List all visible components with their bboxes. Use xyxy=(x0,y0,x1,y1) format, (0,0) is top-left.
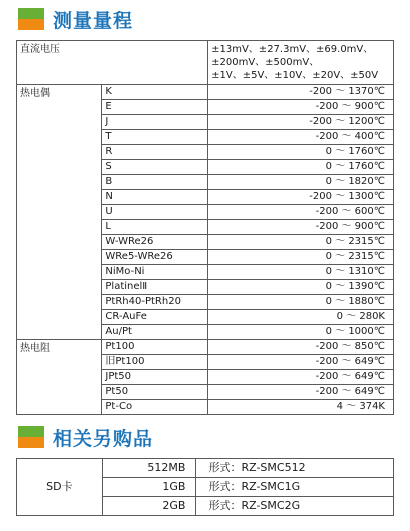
sensor-type: Pt100 xyxy=(102,340,208,355)
sensor-type: JPt50 xyxy=(102,370,208,385)
accessory-capacity: 512MB xyxy=(102,459,196,478)
measurement-range: 0 ～ 2315℃ xyxy=(208,250,394,265)
measurement-range: -200 ～ 1300℃ xyxy=(208,190,394,205)
sensor-type: B xyxy=(102,175,208,190)
measurement-range: -200 ～ 649℃ xyxy=(208,385,394,400)
section-square-icon xyxy=(18,8,44,30)
measurement-range: -200 ～ 1370℃ xyxy=(208,85,394,100)
measurement-range: -200 ～ 850℃ xyxy=(208,340,394,355)
rtd-label: 热电阻 xyxy=(17,340,102,415)
voltage-label: 直流电压 xyxy=(17,41,208,85)
section-header-range xyxy=(18,6,133,32)
sensor-type: Pt-Co xyxy=(102,400,208,415)
sensor-type: N xyxy=(102,190,208,205)
measurement-range: -200 ～ 649℃ xyxy=(208,355,394,370)
accessories-table xyxy=(16,458,394,516)
section-header-accessories xyxy=(18,424,153,450)
accessory-row xyxy=(17,459,394,478)
accessory-model: 形式：RZ-SMC512 xyxy=(196,459,394,478)
sensor-type: 旧Pt100 xyxy=(102,355,208,370)
range-table xyxy=(16,40,394,415)
sensor-type: NiMo-Ni xyxy=(102,265,208,280)
sensor-type: W-WRe26 xyxy=(102,235,208,250)
measurement-range: 0 ～ 1000℃ xyxy=(208,325,394,340)
sensor-type: T xyxy=(102,130,208,145)
measurement-range: -200 ～ 1200℃ xyxy=(208,115,394,130)
measurement-range: 0 ～ 1760℃ xyxy=(208,145,394,160)
voltage-line: ±13mV、±27.3mV、±69.0mV、 xyxy=(211,44,374,55)
thermocouple-label: 热电偶 xyxy=(17,85,102,340)
accessory-capacity: 2GB xyxy=(102,497,196,516)
measurement-range: 4 ～ 374K xyxy=(208,400,394,415)
sensor-type: L xyxy=(102,220,208,235)
sensor-type: K xyxy=(102,85,208,100)
measurement-range: 0 ～ 1820℃ xyxy=(208,175,394,190)
section-title-accessories: 相关另购品 xyxy=(53,427,154,450)
voltage-row xyxy=(17,41,394,85)
measurement-range: -200 ～ 649℃ xyxy=(208,370,394,385)
measurement-range: -200 ～ 600℃ xyxy=(208,205,394,220)
measurement-range: 0 ～ 1880℃ xyxy=(208,295,394,310)
measurement-range: -200 ～ 400℃ xyxy=(208,130,394,145)
sensor-type: PlatinelⅡ xyxy=(102,280,208,295)
measurement-range: -200 ～ 900℃ xyxy=(208,100,394,115)
voltage-line: ±200mV、±500mV、 xyxy=(211,57,320,68)
accessory-category: SD卡 xyxy=(17,459,103,516)
thermocouple-row xyxy=(17,85,394,100)
sensor-type: PtRh40-PtRh20 xyxy=(102,295,208,310)
sensor-type: R xyxy=(102,145,208,160)
measurement-range: -200 ～ 900℃ xyxy=(208,220,394,235)
measurement-range: 0 ～ 2315℃ xyxy=(208,235,394,250)
measurement-range: 0 ～ 1760℃ xyxy=(208,160,394,175)
measurement-range: 0 ～ 1390℃ xyxy=(208,280,394,295)
accessory-model: 形式：RZ-SMC1G xyxy=(196,478,394,497)
voltage-line: ±1V、±5V、±10V、±20V、±50V xyxy=(211,70,379,81)
sensor-type: WRe5-WRe26 xyxy=(102,250,208,265)
sensor-type: U xyxy=(102,205,208,220)
sensor-type: E xyxy=(102,100,208,115)
rtd-row xyxy=(17,340,394,355)
accessory-model: 形式：RZ-SMC2G xyxy=(196,497,394,516)
sensor-type: CR-AuFe xyxy=(102,310,208,325)
section-title-range: 测量量程 xyxy=(53,9,134,32)
sensor-type: Pt50 xyxy=(102,385,208,400)
measurement-range: 0 ～ 280K xyxy=(208,310,394,325)
sensor-type: Au/Pt xyxy=(102,325,208,340)
voltage-values xyxy=(208,41,394,85)
measurement-range: 0 ～ 1310℃ xyxy=(208,265,394,280)
sensor-type: J xyxy=(102,115,208,130)
section-square-icon xyxy=(18,426,44,448)
sensor-type: S xyxy=(102,160,208,175)
accessory-capacity: 1GB xyxy=(102,478,196,497)
